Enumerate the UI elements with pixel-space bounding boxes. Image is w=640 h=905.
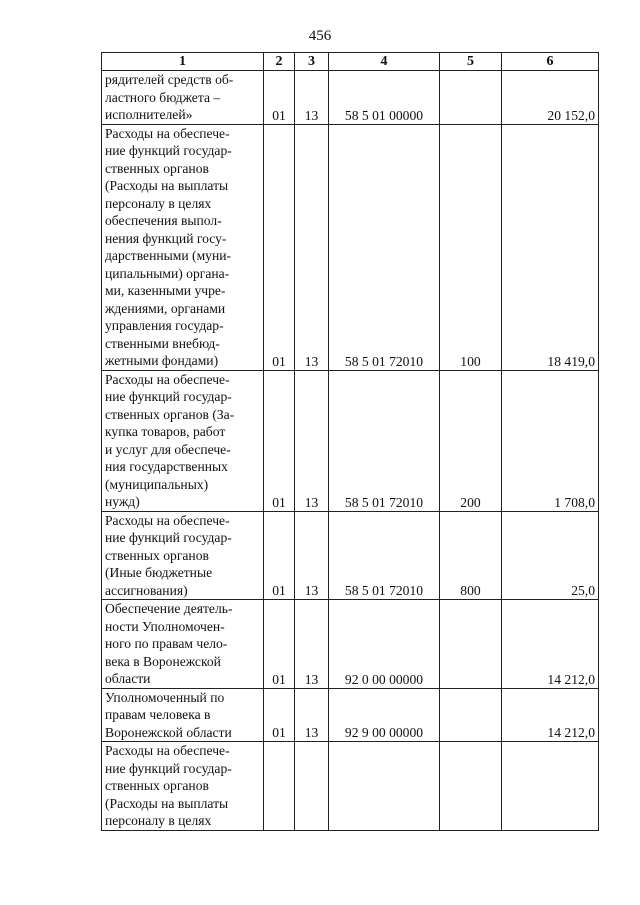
- table-header-row: [102, 53, 599, 71]
- row-description: [102, 370, 264, 511]
- amount: 1 708,0: [502, 370, 599, 511]
- description-line: Обеспечение деятель-: [105, 601, 233, 616]
- description-line: правам человека в: [105, 707, 211, 722]
- description-line: ние функций государ-: [105, 389, 232, 404]
- description-line: Воронежской области: [105, 724, 232, 740]
- description-line: обеспечения выпол-: [105, 213, 222, 228]
- table-row: [102, 742, 599, 831]
- description-line: (муниципальных): [105, 476, 209, 492]
- target-article-code: 92 9 00 00000: [329, 688, 440, 742]
- description-line: ждениями, органами: [105, 300, 226, 316]
- expense-type-code: [440, 742, 502, 831]
- header-col-3: 3: [295, 53, 329, 71]
- description-line: нения функций госу-: [105, 230, 227, 246]
- row-description: [102, 688, 264, 742]
- description-line: ного по правам чело-: [105, 636, 228, 651]
- section-code: 01: [264, 370, 295, 511]
- description-line: (Расходы на выплаты: [105, 178, 229, 193]
- table-row: [102, 71, 599, 125]
- section-code: [264, 742, 295, 831]
- amount: [502, 742, 599, 831]
- expense-type-code: [440, 688, 502, 742]
- description-line: ми, казенными учре-: [105, 283, 226, 298]
- description-line: Расходы на обеспече-: [105, 371, 230, 387]
- target-article-code: 92 0 00 00000: [329, 600, 440, 689]
- table-row: [102, 511, 599, 600]
- description-line: Расходы на обеспече-: [105, 125, 230, 141]
- target-article-code: 58 5 01 72010: [329, 124, 440, 370]
- header-col-1: 1: [102, 53, 264, 71]
- description-line: и услуг для обеспече-: [105, 441, 231, 457]
- header-col-2: 2: [264, 53, 295, 71]
- expense-type-code: 100: [440, 124, 502, 370]
- description-line: дарственными (муни-: [105, 248, 232, 263]
- description-line: жетными фондами): [105, 353, 219, 368]
- table-row: [102, 370, 599, 511]
- amount: 20 152,0: [502, 71, 599, 125]
- table-row: [102, 688, 599, 742]
- amount: 14 212,0: [502, 688, 599, 742]
- header-col-5: 5: [440, 53, 502, 71]
- description-line: ние функций государ-: [105, 760, 232, 776]
- description-line: ности Уполномочен-: [105, 618, 225, 634]
- description-line: ние функций государ-: [105, 143, 232, 158]
- table-row: [102, 600, 599, 689]
- description-line: ципальными) органа-: [105, 265, 230, 281]
- description-line: рядителей средств об-: [105, 72, 234, 87]
- description-line: купка товаров, работ: [105, 424, 226, 439]
- subsection-code: 13: [295, 124, 329, 370]
- description-line: нужд): [105, 494, 140, 509]
- description-line: Расходы на обеспече-: [105, 743, 230, 758]
- description-line: Уполномоченный по: [105, 689, 225, 705]
- subsection-code: 13: [295, 688, 329, 742]
- section-code: 01: [264, 600, 295, 689]
- description-line: ственных органов: [105, 547, 209, 563]
- amount: 25,0: [502, 511, 599, 600]
- expense-type-code: [440, 600, 502, 689]
- header-col-4: 4: [329, 53, 440, 71]
- subsection-code: 13: [295, 71, 329, 125]
- expense-type-code: 200: [440, 370, 502, 511]
- description-line: Расходы на обеспече-: [105, 512, 230, 528]
- amount: 14 212,0: [502, 600, 599, 689]
- target-article-code: 58 5 01 72010: [329, 370, 440, 511]
- row-description: [102, 71, 264, 125]
- amount: 18 419,0: [502, 124, 599, 370]
- row-description: [102, 742, 264, 831]
- description-line: века в Воронежской: [105, 653, 221, 669]
- description-line: (Иные бюджетные: [105, 565, 213, 580]
- description-line: исполнителей»: [105, 107, 193, 122]
- description-line: ственных органов: [105, 160, 209, 176]
- section-code: 01: [264, 511, 295, 600]
- section-code: 01: [264, 124, 295, 370]
- budget-table: [101, 52, 599, 831]
- target-article-code: 58 5 01 72010: [329, 511, 440, 600]
- section-code: 01: [264, 688, 295, 742]
- description-line: ственных органов (За-: [105, 406, 235, 422]
- section-code: 01: [264, 71, 295, 125]
- subsection-code: [295, 742, 329, 831]
- description-line: (Расходы на выплаты: [105, 795, 229, 811]
- header-col-6: 6: [502, 53, 599, 71]
- description-line: персоналу в целях: [105, 195, 212, 211]
- expense-type-code: 800: [440, 511, 502, 600]
- row-description: [102, 124, 264, 370]
- target-article-code: 58 5 01 00000: [329, 71, 440, 125]
- description-line: управления государ-: [105, 318, 224, 333]
- description-line: ственными внебюд-: [105, 335, 220, 351]
- subsection-code: 13: [295, 600, 329, 689]
- description-line: ассигнования): [105, 582, 188, 598]
- table-row: [102, 124, 599, 370]
- description-line: ние функций государ-: [105, 530, 232, 545]
- description-line: области: [105, 671, 151, 686]
- description-line: ния государственных: [105, 459, 228, 474]
- description-line: персоналу в целях: [105, 813, 212, 828]
- subsection-code: 13: [295, 511, 329, 600]
- row-description: [102, 600, 264, 689]
- subsection-code: 13: [295, 370, 329, 511]
- page-number: 456: [308, 28, 332, 44]
- target-article-code: [329, 742, 440, 831]
- description-line: ственных органов: [105, 778, 209, 793]
- row-description: [102, 511, 264, 600]
- description-line: ластного бюджета –: [105, 89, 221, 105]
- expense-type-code: [440, 71, 502, 125]
